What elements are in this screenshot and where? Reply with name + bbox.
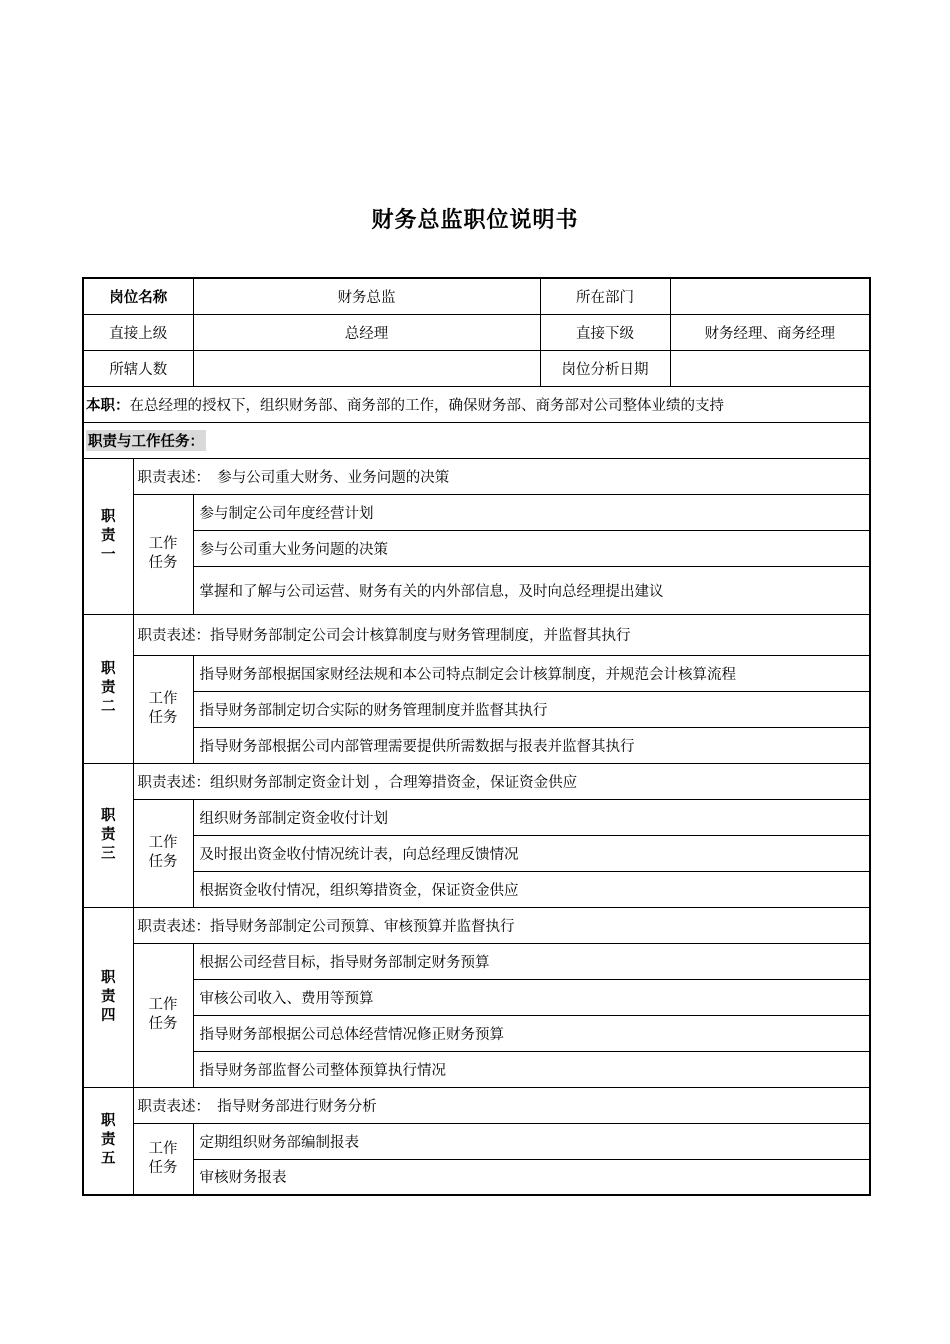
task-label-line: 工作: [148, 536, 178, 552]
task-label-line: 任务: [148, 1159, 178, 1176]
task-label-line: 工作: [148, 835, 178, 851]
subordinate-value: 财务经理、商务经理: [670, 314, 870, 350]
duty-statement-row: [83, 907, 870, 943]
task-label: [133, 655, 193, 763]
analysis-date-value: [670, 350, 870, 386]
duty-name: [83, 458, 133, 614]
task-item: 定期组织财务部编制报表: [193, 1123, 870, 1159]
duty-statement: 职责表述： 指导财务部进行财务分析: [133, 1087, 870, 1123]
duty-name: [83, 907, 133, 1087]
duty-statement-row: [83, 458, 870, 494]
duty-statement-row: [83, 763, 870, 799]
task-row: [83, 1159, 870, 1195]
task-row: [83, 799, 870, 835]
task-item: 指导财务部根据国家财经法规和本公司特点制定会计核算制度，并规范会计核算流程: [193, 655, 870, 691]
duty-name-char: 职: [101, 508, 116, 525]
task-row: [83, 566, 870, 614]
duty-name-char: 责: [101, 988, 116, 1005]
subordinate-label: 直接下级: [540, 314, 670, 350]
document-title: 财务总监职位说明书: [371, 208, 579, 233]
task-row: [83, 1015, 870, 1051]
task-label-line: 任务: [148, 854, 178, 870]
task-item: 指导财务部根据公司总体经营情况修正财务预算: [193, 1015, 870, 1051]
responsibilities-heading: 职责与工作任务：: [86, 430, 206, 451]
task-item: 掌握和了解与公司运营、财务有关的内外部信息，及时向总经理提出建议: [193, 566, 870, 614]
task-row: [83, 727, 870, 763]
role-text: 在总经理的授权下，组织财务部、商务部的工作，确保财务部、商务部对公司整体业绩的支持: [129, 397, 724, 414]
task-row: [83, 943, 870, 979]
task-row: [83, 691, 870, 727]
task-item: 参与制定公司年度经营计划: [193, 494, 870, 530]
headcount-value: [193, 350, 540, 386]
duty-statement: 职责表述：指导财务部制定公司预算、审核预算并监督执行: [133, 907, 870, 943]
task-row: [83, 1051, 870, 1087]
role-summary: [83, 386, 870, 422]
task-item: 指导财务部监督公司整体预算执行情况: [193, 1051, 870, 1087]
duty-name-char: 五: [101, 1151, 116, 1168]
task-item: 参与公司重大业务问题的决策: [193, 530, 870, 566]
duty-statement: 职责表述：组织财务部制定资金计划 ，合理筹措资金，保证资金供应: [133, 763, 870, 799]
duty-name-char: 职: [101, 969, 116, 986]
task-label-line: 任务: [148, 555, 178, 571]
task-item: 指导财务部制定切合实际的财务管理制度并监督其执行: [193, 691, 870, 727]
duty-name-char: 职: [101, 661, 116, 677]
task-label: [133, 494, 193, 614]
duty-name-char: 三: [101, 845, 116, 862]
task-item: 及时报出资金收付情况统计表，向总经理反馈情况: [193, 835, 870, 871]
task-label: [133, 799, 193, 907]
duty-statement: 职责表述：指导财务部制定公司会计核算制度与财务管理制度，并监督其执行: [133, 614, 870, 655]
analysis-date-label: 岗位分析日期: [540, 350, 670, 386]
duty-name-char: 责: [101, 826, 116, 843]
duty-statement-row: [83, 1087, 870, 1123]
task-label-line: 工作: [148, 1140, 178, 1157]
duty-name-char: 职: [101, 807, 116, 824]
duty-name-char: 职: [101, 1113, 116, 1130]
task-label-line: 任务: [148, 710, 178, 726]
task-label: [133, 943, 193, 1087]
task-label-line: 工作: [148, 691, 178, 707]
duty-name: [83, 614, 133, 763]
headcount-label: 所辖人数: [83, 350, 193, 386]
duty-name-char: 责: [101, 527, 116, 544]
duty-name-char: 一: [101, 546, 116, 563]
task-row: [83, 1123, 870, 1159]
task-row: [83, 494, 870, 530]
duty-statement-row: [83, 614, 870, 655]
duty-name-char: 二: [101, 699, 116, 715]
task-label-line: 工作: [148, 997, 178, 1013]
role-label: 本职：: [86, 397, 130, 414]
task-row: [83, 871, 870, 907]
department-value: [670, 278, 870, 314]
department-label: 所在部门: [540, 278, 670, 314]
position-name-label: 岗位名称: [83, 278, 193, 314]
task-item: 指导财务部根据公司内部管理需要提供所需数据与报表并监督其执行: [193, 727, 870, 763]
task-label: [133, 1123, 193, 1195]
task-item: 组织财务部制定资金收付计划: [193, 799, 870, 835]
responsibilities-heading-cell: [83, 422, 870, 458]
superior-value: 总经理: [193, 314, 540, 350]
task-item: 根据资金收付情况，组织筹措资金，保证资金供应: [193, 871, 870, 907]
duty-name-char: 责: [101, 680, 116, 696]
position-name-value: 财务总监: [193, 278, 540, 314]
duty-name: [83, 763, 133, 907]
duty-name-char: 四: [101, 1007, 116, 1024]
task-row: [83, 835, 870, 871]
duty-name-char: 责: [101, 1132, 116, 1149]
task-row: [83, 530, 870, 566]
duty-name: [83, 1087, 133, 1195]
task-label-line: 任务: [148, 1016, 178, 1032]
task-item: 审核公司收入、费用等预算: [193, 979, 870, 1015]
duty-statement: 职责表述： 参与公司重大财务、业务问题的决策: [133, 458, 870, 494]
task-item: 审核财务报表: [193, 1159, 870, 1195]
superior-label: 直接上级: [83, 314, 193, 350]
task-row: [83, 979, 870, 1015]
task-item: 根据公司经营目标，指导财务部制定财务预算: [193, 943, 870, 979]
task-row: [83, 655, 870, 691]
job-description-table: [82, 277, 871, 1196]
